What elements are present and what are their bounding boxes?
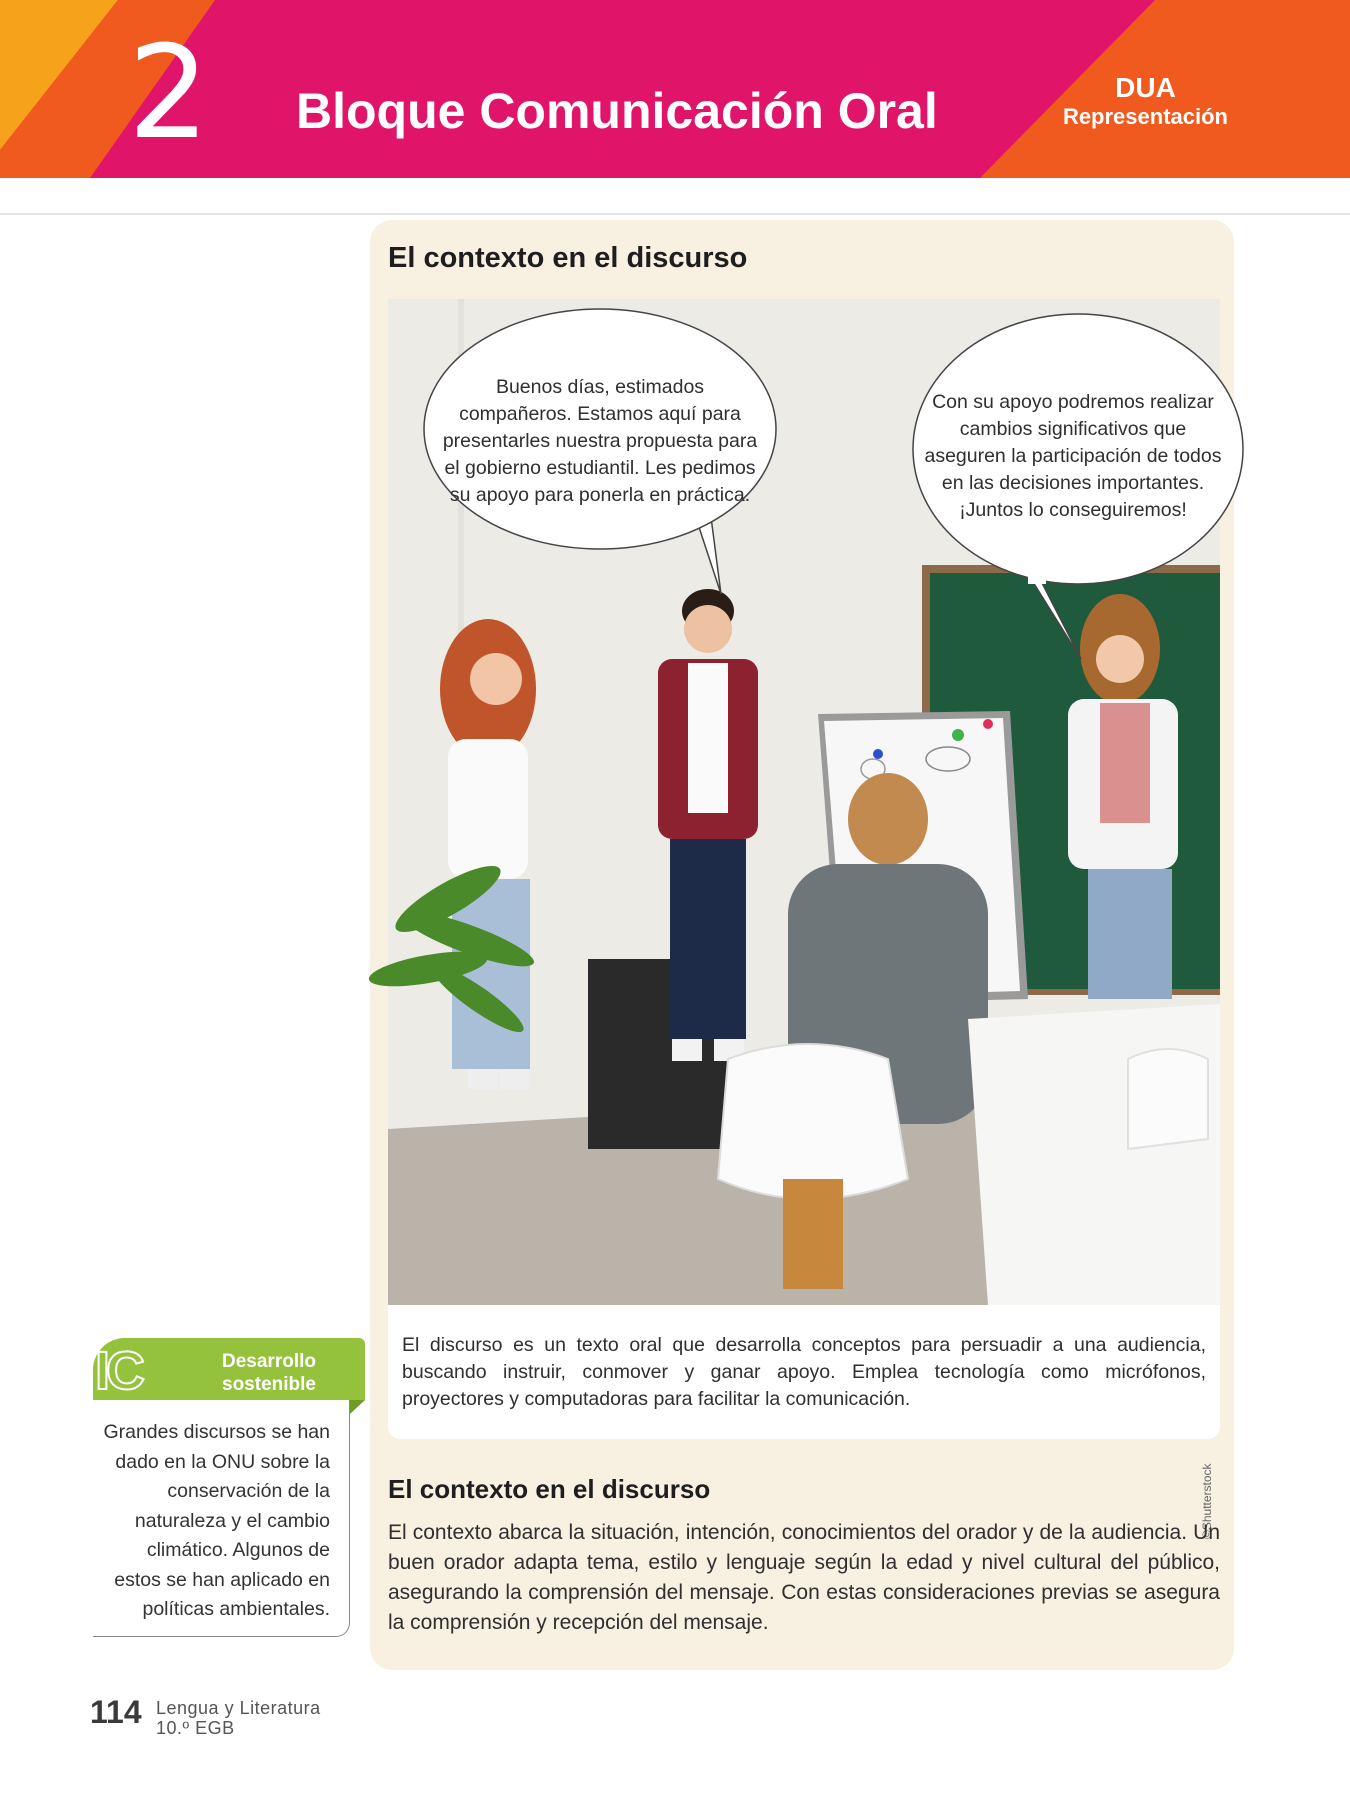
side-box-title: Desarrollo sostenible — [222, 1351, 316, 1395]
footer-grade: 10.º EGB — [156, 1718, 235, 1738]
side-box-header — [93, 1338, 365, 1400]
section-title: El contexto en el discurso — [388, 1474, 711, 1504]
header-divider — [0, 213, 1350, 215]
dua-label: DUA — [1115, 72, 1176, 103]
dua-type: Representación — [1062, 104, 1228, 129]
card-title: El contexto en el discurso — [388, 242, 748, 274]
speech-bubble-right: Con su apoyo podremos realizar cambios significativos que aseguren la participación de todos en las decisiones importantes. ¡Juntos lo conseguiremos! — [924, 391, 1222, 521]
ic-logo-icon: IC — [95, 1341, 141, 1401]
section-body: El contexto abarca la situación, intención, conocimientos del orador y de la audiencia. Un buen orador adapta tema, estilo y lenguaje según la edad y nivel cultural del público, asegurando la comprensión del mensaje. Con estas consideraciones previas se asegura la comprensión y recepción del mensaje. — [388, 1521, 1220, 1634]
photo-panel: ©Shutterstock — [388, 299, 1220, 1439]
side-box-fold — [350, 1400, 365, 1414]
chapter-number: 2 — [128, 19, 210, 168]
footer-subject: Lengua y Literatura — [156, 1698, 321, 1718]
side-box-text: Grandes discursos se han dado en la ONU sobre la conservación de la naturaleza y el cambio climático. Algunos de estos se han aplicado en políticas ambientales. — [103, 1421, 330, 1620]
chapter-header — [0, 0, 1350, 178]
dua-badge — [1063, 72, 1228, 130]
photo-caption: El discurso es un texto oral que desarrolla conceptos para persuadir a una audiencia, buscando instruir, conmover y ganar apoyo. Emplea tecnología como micrófonos, proyectores y computadoras para facilitar la comunicación. — [402, 1334, 1206, 1410]
speech-bubble-left: Buenos días, estimados compañeros. Estamos aquí para presentarles nuestra propuesta para el gobierno estudiantil. Les pedimos su apoyo para ponerla en práctica. — [442, 376, 758, 506]
page-number: 114 — [90, 1694, 142, 1730]
block-title: Bloque Comunicación Oral — [296, 83, 938, 139]
